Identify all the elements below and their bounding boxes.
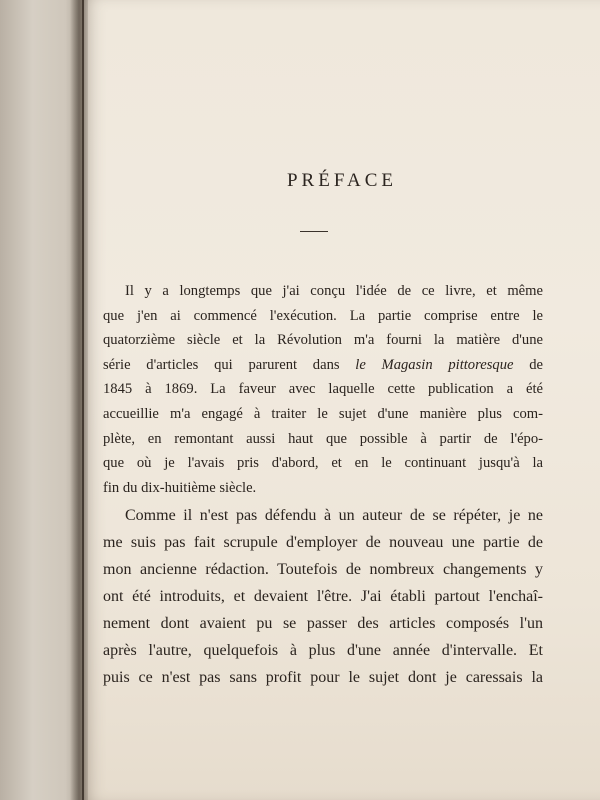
text-line: fin du dix-huitième siècle. bbox=[103, 479, 257, 496]
text-fragment: de bbox=[529, 356, 543, 373]
text-line: ont été introduits, et devaient l'être. J'ai établi partout l'enchaî- bbox=[103, 588, 543, 606]
text-line: Il y a longtemps que j'ai conçu l'idée de ce livre, et même bbox=[125, 283, 543, 299]
text-line: me suis pas fait scrupule d'employer de nouveau une partie de bbox=[103, 534, 543, 552]
paragraph-1 bbox=[103, 279, 543, 500]
text-line: nement dont avaient pu se passer des articles composés l'un bbox=[103, 615, 543, 633]
paragraph-2 bbox=[103, 502, 543, 691]
text-line: mon ancienne rédaction. Toutefois de nombreux changements y bbox=[103, 561, 543, 579]
page-title: PRÉFACE bbox=[286, 170, 397, 191]
text-line: que j'en ai commencé l'exécution. La partie comprise entre le bbox=[103, 307, 543, 324]
text-line: que où je l'avais pris d'abord, et en le continuant jusqu'à la bbox=[103, 455, 543, 472]
text-line: après l'autre, quelquefois à plus d'une année d'intervalle. Et bbox=[103, 642, 543, 660]
text-line: quatorzième siècle et la Révolution m'a fourni la matière d'une bbox=[103, 332, 543, 349]
body-text bbox=[103, 279, 543, 691]
text-line: Comme il n'est pas défendu à un auteur de se répéter, je ne bbox=[125, 507, 543, 525]
text-line: plète, en remontant aussi haut que possible à partir de l'épo- bbox=[103, 430, 543, 447]
italic-title: le Magasin pittoresque bbox=[355, 356, 514, 373]
text-line: accueillie m'a engagé à traiter le sujet d'une manière plus com- bbox=[103, 405, 543, 422]
text-line: puis ce n'est pas sans profit pour le sujet dont je caressais la bbox=[103, 669, 543, 687]
book-gutter bbox=[70, 0, 88, 800]
text-line: 1845 à 1869. La faveur avec laquelle cette publication a été bbox=[103, 381, 543, 398]
title-rule bbox=[300, 231, 328, 232]
text-fragment: série d'articles qui parurent dans bbox=[103, 356, 340, 373]
text-line-mixed bbox=[103, 353, 543, 378]
